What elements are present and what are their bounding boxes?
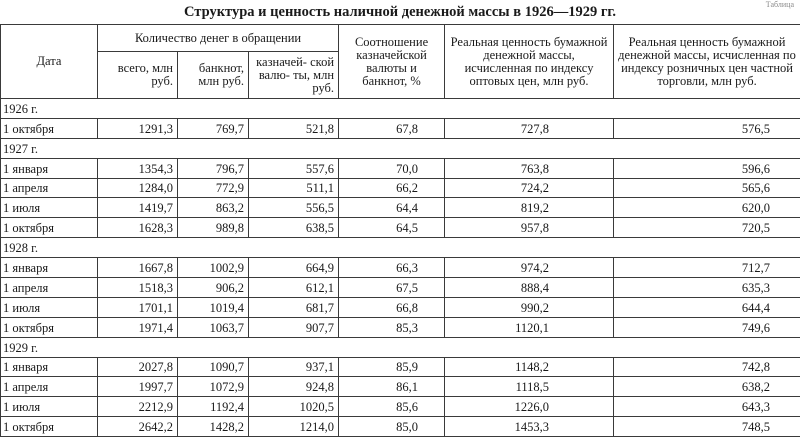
row-date: 1 апреля: [1, 278, 98, 298]
row-ratio: 64,5: [339, 218, 445, 238]
row-ratio: 85,9: [339, 357, 445, 377]
row-real-retail: 712,7: [614, 258, 800, 278]
table-row: [1, 357, 800, 377]
header-money-in-circulation: Количество денег в обращении: [98, 25, 339, 52]
row-total: 1971,4: [98, 317, 178, 337]
row-real-wholesale: 1148,2: [445, 357, 614, 377]
row-banknotes: 1428,2: [178, 417, 249, 437]
table-row: [1, 198, 800, 218]
row-real-retail: 643,3: [614, 397, 800, 417]
row-banknotes: 863,2: [178, 198, 249, 218]
row-real-retail: 720,5: [614, 218, 800, 238]
row-ratio: 85,0: [339, 417, 445, 437]
row-treasury: 556,5: [249, 198, 339, 218]
row-treasury: 557,6: [249, 158, 339, 178]
row-real-retail: 576,5: [614, 118, 800, 138]
row-real-wholesale: 1226,0: [445, 397, 614, 417]
row-banknotes: 772,9: [178, 178, 249, 198]
table-row: [1, 278, 800, 298]
header-total: всего, млн руб.: [98, 52, 178, 99]
table-row: [1, 417, 800, 437]
row-real-retail: 742,8: [614, 357, 800, 377]
row-ratio: 66,2: [339, 178, 445, 198]
row-banknotes: 1063,7: [178, 317, 249, 337]
header-treasury: казначей- ской валю- ты, млн руб.: [249, 52, 339, 99]
row-ratio: 66,8: [339, 297, 445, 317]
row-real-retail: 620,0: [614, 198, 800, 218]
corner-note: Таблица: [765, 0, 794, 9]
row-real-wholesale: 957,8: [445, 218, 614, 238]
row-banknotes: 1019,4: [178, 297, 249, 317]
header-date: Дата: [1, 25, 98, 99]
year-label: 1928 г.: [1, 238, 800, 258]
header-real-value-wholesale: Реальная ценность бумажной денежной массы, исчисленная по индексу оптовых цен, млн руб.: [445, 25, 614, 99]
row-real-wholesale: 819,2: [445, 198, 614, 218]
header-ratio: Соотношение казначейской валюты и банкнот, %: [339, 25, 445, 99]
row-banknotes: 1072,9: [178, 377, 249, 397]
row-real-retail: 638,2: [614, 377, 800, 397]
row-real-wholesale: 990,2: [445, 297, 614, 317]
year-label: 1926 г.: [1, 99, 800, 119]
row-date: 1 октября: [1, 417, 98, 437]
row-date: 1 января: [1, 258, 98, 278]
row-treasury: 924,8: [249, 377, 339, 397]
row-ratio: 85,3: [339, 317, 445, 337]
table-row: [1, 397, 800, 417]
row-date: 1 апреля: [1, 178, 98, 198]
row-ratio: 86,1: [339, 377, 445, 397]
row-date: 1 января: [1, 158, 98, 178]
row-ratio: 67,5: [339, 278, 445, 298]
row-banknotes: 906,2: [178, 278, 249, 298]
row-total: 1997,7: [98, 377, 178, 397]
row-total: 2212,9: [98, 397, 178, 417]
row-date: 1 июля: [1, 297, 98, 317]
row-total: 1291,3: [98, 118, 178, 138]
year-row: [1, 337, 800, 357]
row-total: 1419,7: [98, 198, 178, 218]
row-banknotes: 989,8: [178, 218, 249, 238]
table-row: [1, 377, 800, 397]
row-banknotes: 1192,4: [178, 397, 249, 417]
header-real-value-retail: Реальная ценность бумажной денежной массы, исчисленная по индексу розничных цен частной торговли, млн руб.: [614, 25, 800, 99]
row-real-wholesale: 974,2: [445, 258, 614, 278]
row-treasury: 907,7: [249, 317, 339, 337]
row-date: 1 января: [1, 357, 98, 377]
row-treasury: 681,7: [249, 297, 339, 317]
row-real-retail: 635,3: [614, 278, 800, 298]
row-treasury: 1020,5: [249, 397, 339, 417]
table-row: [1, 297, 800, 317]
row-total: 1701,1: [98, 297, 178, 317]
row-ratio: 67,8: [339, 118, 445, 138]
row-treasury: 638,5: [249, 218, 339, 238]
row-real-wholesale: 724,2: [445, 178, 614, 198]
row-ratio: 70,0: [339, 158, 445, 178]
year-row: [1, 238, 800, 258]
row-real-wholesale: 1118,5: [445, 377, 614, 397]
row-banknotes: 769,7: [178, 118, 249, 138]
table-row: [1, 218, 800, 238]
table-title: Структура и ценность наличной денежной массы в 1926—1929 гг.: [184, 4, 616, 20]
row-total: 1628,3: [98, 218, 178, 238]
row-date: 1 июля: [1, 198, 98, 218]
row-banknotes: 1090,7: [178, 357, 249, 377]
year-row: [1, 99, 800, 119]
row-real-retail: 748,5: [614, 417, 800, 437]
row-treasury: 511,1: [249, 178, 339, 198]
row-total: 1354,3: [98, 158, 178, 178]
money-supply-table: [0, 24, 800, 437]
row-date: 1 июля: [1, 397, 98, 417]
row-total: 1518,3: [98, 278, 178, 298]
table-row: [1, 118, 800, 138]
row-real-wholesale: 763,8: [445, 158, 614, 178]
row-real-retail: 565,6: [614, 178, 800, 198]
row-real-retail: 596,6: [614, 158, 800, 178]
row-treasury: 521,8: [249, 118, 339, 138]
row-date: 1 октября: [1, 317, 98, 337]
row-total: 1667,8: [98, 258, 178, 278]
row-ratio: 64,4: [339, 198, 445, 218]
row-real-retail: 749,6: [614, 317, 800, 337]
table-row: [1, 317, 800, 337]
header-banknotes: банкнот, млн руб.: [178, 52, 249, 99]
row-total: 2027,8: [98, 357, 178, 377]
table-row: [1, 178, 800, 198]
year-label: 1929 г.: [1, 337, 800, 357]
row-real-wholesale: 1120,1: [445, 317, 614, 337]
row-banknotes: 1002,9: [178, 258, 249, 278]
row-banknotes: 796,7: [178, 158, 249, 178]
row-date: 1 октября: [1, 118, 98, 138]
year-row: [1, 138, 800, 158]
table-body: [1, 99, 800, 437]
row-ratio: 66,3: [339, 258, 445, 278]
table-row: [1, 258, 800, 278]
row-real-retail: 644,4: [614, 297, 800, 317]
row-treasury: 1214,0: [249, 417, 339, 437]
row-total: 2642,2: [98, 417, 178, 437]
row-real-wholesale: 1453,3: [445, 417, 614, 437]
table-row: [1, 158, 800, 178]
year-label: 1927 г.: [1, 138, 800, 158]
row-ratio: 85,6: [339, 397, 445, 417]
row-treasury: 664,9: [249, 258, 339, 278]
row-real-wholesale: 888,4: [445, 278, 614, 298]
row-treasury: 937,1: [249, 357, 339, 377]
row-treasury: 612,1: [249, 278, 339, 298]
row-date: 1 апреля: [1, 377, 98, 397]
row-real-wholesale: 727,8: [445, 118, 614, 138]
row-date: 1 октября: [1, 218, 98, 238]
row-total: 1284,0: [98, 178, 178, 198]
